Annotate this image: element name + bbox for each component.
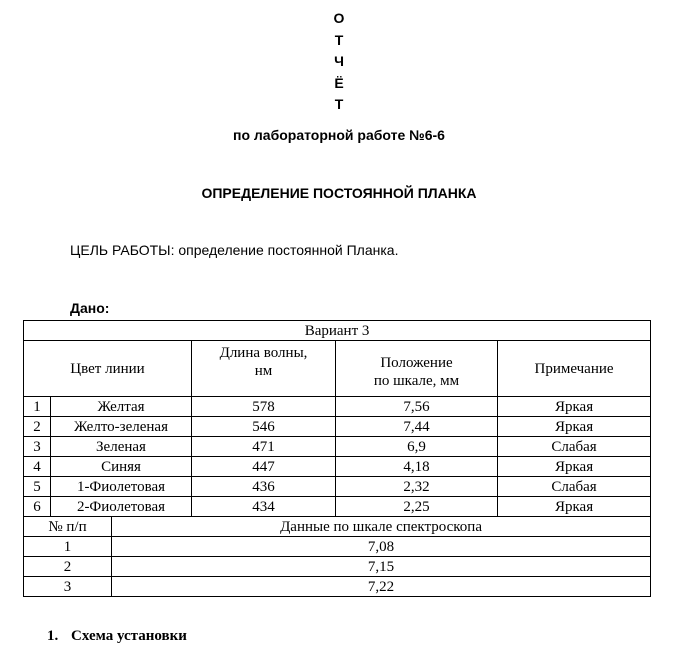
scale-row-number: 1: [24, 537, 112, 557]
row-note: Слабая: [498, 477, 651, 497]
header-color: Цвет линии: [24, 341, 192, 397]
row-note: Яркая: [498, 397, 651, 417]
row-wavelength: 578: [192, 397, 336, 417]
row-color: Желтая: [51, 397, 192, 417]
row-number: 3: [24, 437, 51, 457]
work-goal: ЦЕЛЬ РАБОТЫ: определение постоянной Планка.: [70, 242, 399, 258]
scale-header-row: [24, 517, 651, 537]
table-row: [24, 457, 651, 477]
scale-header-number: № п/п: [24, 517, 112, 537]
row-wavelength: 447: [192, 457, 336, 477]
given-label: Дано:: [70, 300, 110, 316]
data-table: [23, 320, 651, 597]
section-number: 1.: [47, 628, 59, 644]
title-letter: Т: [334, 32, 344, 48]
row-wavelength: 434: [192, 497, 336, 517]
row-position: 4,18: [336, 457, 498, 477]
table-row: [24, 417, 651, 437]
scale-row: [24, 557, 651, 577]
scale-row-value: 7,15: [112, 557, 651, 577]
row-position: 6,9: [336, 437, 498, 457]
row-color: Зеленая: [51, 437, 192, 457]
row-position: 2,32: [336, 477, 498, 497]
table-row: [24, 497, 651, 517]
variant-row: [24, 321, 651, 341]
row-number: 1: [24, 397, 51, 417]
row-color: Желто-зеленая: [51, 417, 192, 437]
scale-row-value: 7,08: [112, 537, 651, 557]
report-subtitle: по лабораторной работе №6-6: [233, 127, 445, 143]
row-color: 1-Фиолетовая: [51, 477, 192, 497]
report-topic: ОПРЕДЕЛЕНИЕ ПОСТОЯННОЙ ПЛАНКА: [201, 185, 477, 201]
section-title: Схема установки: [71, 628, 187, 644]
title-letter: Ч: [334, 53, 344, 69]
row-wavelength: 471: [192, 437, 336, 457]
scale-row-value: 7,22: [112, 577, 651, 597]
header-position: Положение по шкале, мм: [336, 341, 498, 397]
row-position: 7,44: [336, 417, 498, 437]
title-letter: Т: [334, 96, 344, 112]
row-wavelength: 436: [192, 477, 336, 497]
row-number: 5: [24, 477, 51, 497]
scale-row: [24, 537, 651, 557]
row-color: 2-Фиолетовая: [51, 497, 192, 517]
scale-row-number: 2: [24, 557, 112, 577]
row-wavelength: 546: [192, 417, 336, 437]
section-heading: [47, 628, 187, 645]
row-note: Яркая: [498, 497, 651, 517]
header-row: [24, 341, 651, 397]
title-letter: Ё: [334, 75, 344, 91]
row-number: 2: [24, 417, 51, 437]
table-row: [24, 477, 651, 497]
header-note: Примечание: [498, 341, 651, 397]
table-row: [24, 397, 651, 417]
row-note: Слабая: [498, 437, 651, 457]
scale-row: [24, 577, 651, 597]
row-color: Синяя: [51, 457, 192, 477]
title-letter: О: [333, 10, 345, 26]
row-note: Яркая: [498, 417, 651, 437]
variant-cell: Вариант 3: [24, 321, 651, 341]
scale-row-number: 3: [24, 577, 112, 597]
row-number: 6: [24, 497, 51, 517]
table-row: [24, 437, 651, 457]
row-note: Яркая: [498, 457, 651, 477]
row-position: 7,56: [336, 397, 498, 417]
row-position: 2,25: [336, 497, 498, 517]
scale-header-data: Данные по шкале спектроскопа: [112, 517, 651, 537]
header-wavelength: Длина волны, нм: [192, 341, 336, 397]
row-number: 4: [24, 457, 51, 477]
